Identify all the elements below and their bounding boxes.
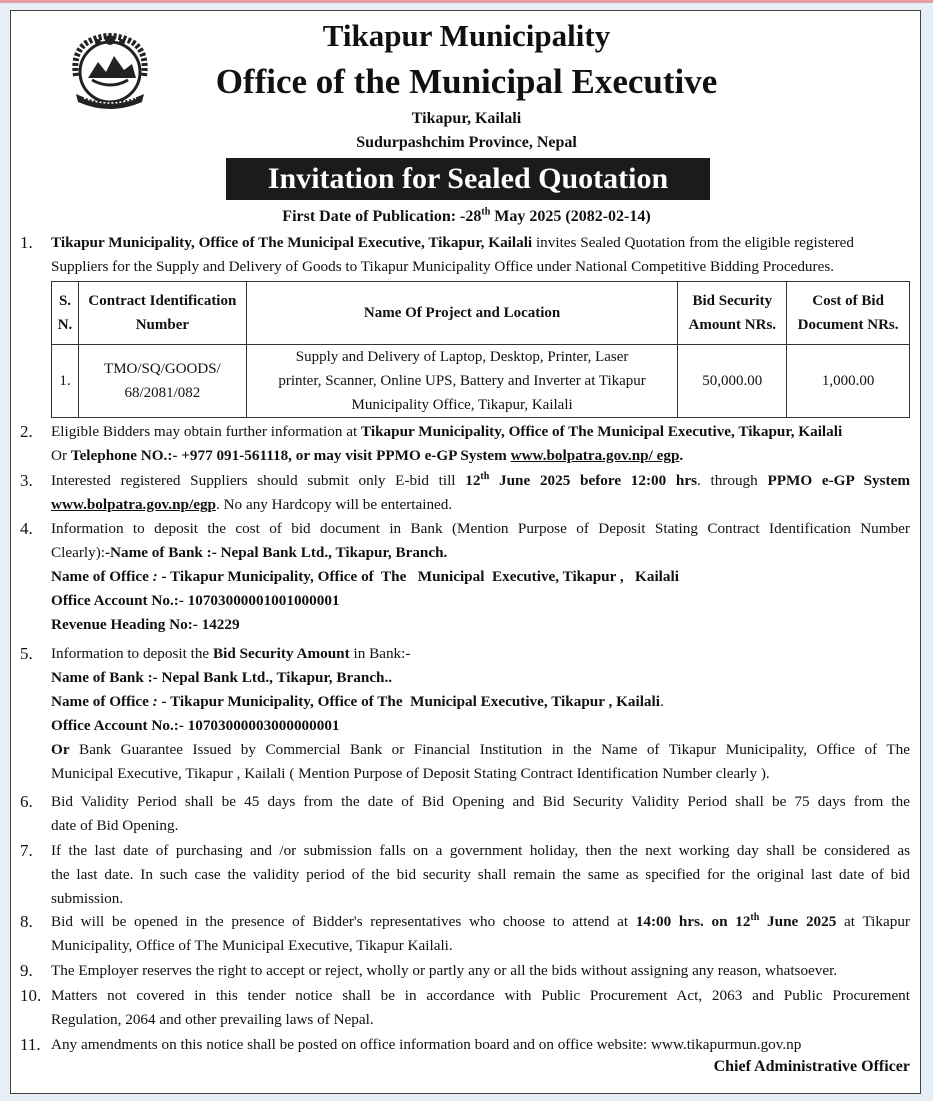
clause-5: 5. Information to deposit the Bid Security Amount in Bank:- Name of Bank :- Nepal Bank Ltd., Tikapur, Branch.. Name of Office : - Tikapur Municipality, Office of The Municipal Executive, Tikapur , Kailali. Office Account No.:- 10703000003000000001 Or Bank Guarantee Issued by Commercial Bank or Financial Institution in the Name of Tikapur Municipality, Office of The Municipal Executive, Tikapur , Kailali ( Mention Purpose of Deposit Stating Contract Identification Number clearly ). bbox=[20, 642, 910, 786]
clause-11: 11. Any amendments on this notice shall be posted on office information board and on office website: www.tikapurmun.gov.np bbox=[20, 1033, 910, 1057]
province-line: Sudurpashchim Province, Nepal bbox=[356, 134, 577, 151]
header-sn: S. N. bbox=[52, 282, 79, 345]
municipality-title: Tikapur Municipality bbox=[322, 18, 611, 53]
publication-date: First Date of Publication: -28th May 2025 (2082-02-14) bbox=[282, 206, 651, 225]
quotation-table bbox=[51, 281, 910, 418]
table-row bbox=[52, 345, 910, 418]
header-doc-cost: Cost of Bid Document NRs. bbox=[787, 282, 910, 345]
clause-6: 6. Bid Validity Period shall be 45 days from the date of Bid Opening and Bid Security Validity Period shall be 75 days from the date of Bid Opening. bbox=[20, 790, 910, 838]
notice-title-banner: Invitation for Sealed Quotation bbox=[226, 158, 710, 200]
location-line: Tikapur, Kailali bbox=[411, 110, 522, 127]
clause-number: 1. bbox=[20, 233, 33, 252]
bolpatra-link[interactable]: www.bolpatra.gov.np/ egp bbox=[510, 447, 680, 464]
clause-7: 7. If the last date of purchasing and /or submission falls on a government holiday, then the next working day shall be considered as the last date. In such case the validity period of the bid security shall remain the same as specified for the original last date of bid submission. bbox=[20, 839, 910, 911]
clause-number: 9. bbox=[20, 961, 33, 980]
cell-contract-id: TMO/SQ/GOODS/ 68/2081/082 bbox=[78, 345, 246, 418]
clause-1: 1. Tikapur Municipality, Office of The Municipal Executive, Tikapur, Kailali invites Sealed Quotation from the eligible registered Suppliers for the Supply and Delivery of Goods to Tikapur Municipality Office under National Competitive Bidding Procedures. bbox=[20, 231, 910, 279]
cell-doc-cost: 1,000.00 bbox=[787, 345, 910, 418]
header-contract-id: Contract Identification Number bbox=[78, 282, 246, 345]
clause-2: 2. Eligible Bidders may obtain further information at Tikapur Municipality, Office of The Municipal Executive, Tikapur, Kailali Or Telephone NO.:- +977 091-561118, or may visit PPMO e-GP System www.bolpatra.gov.np/ egp. bbox=[20, 420, 910, 468]
header-project: Name Of Project and Location bbox=[246, 282, 678, 345]
signature-title: Chief Administrative Officer bbox=[713, 1058, 910, 1075]
clause-3: 3. Interested registered Suppliers should submit only E-bid till 12th June 2025 before 12:00 hrs. through PPMO e-GP System www.bolpatra.gov.np/egp. No any Hardcopy will be entertained. bbox=[20, 469, 910, 517]
clause-number: 3. bbox=[20, 471, 33, 490]
clause-number: 11. bbox=[20, 1035, 41, 1054]
header-bid-security: Bid Security Amount NRs. bbox=[678, 282, 787, 345]
top-border-line bbox=[0, 0, 933, 3]
clause-number: 4. bbox=[20, 519, 33, 538]
clause-number: 2. bbox=[20, 422, 33, 441]
clause-number: 10. bbox=[20, 986, 42, 1005]
office-title: Office of the Municipal Executive bbox=[215, 62, 718, 101]
cell-sn: 1. bbox=[52, 345, 79, 418]
table-header-row bbox=[52, 282, 910, 345]
clause-4: 4. Information to deposit the cost of bid document in Bank (Mention Purpose of Deposit Stating Contract Identification Number Clearly):-Name of Bank :- Nepal Bank Ltd., Tikapur, Branch. Name of Office : - Tikapur Municipality, Office of The Municipal Executive, Tikapur , Kailali Office Account No.:- 10703000001001000001 Revenue Heading No:- 14229 bbox=[20, 517, 910, 637]
bolpatra-egp-link[interactable]: www.bolpatra.gov.np/egp bbox=[51, 496, 216, 513]
clause-number: 5. bbox=[20, 644, 33, 663]
cell-bid-security: 50,000.00 bbox=[678, 345, 787, 418]
cell-project: Supply and Delivery of Laptop, Desktop, Printer, Laser printer, Scanner, Online UPS, Battery and Inverter at Tikapur Municipality Office, Tikapur, Kailali bbox=[246, 345, 678, 418]
clause-number: 7. bbox=[20, 841, 33, 860]
clause-9: 9. The Employer reserves the right to accept or reject, wholly or partly any or all the bids without assigning any reason, whatsoever. bbox=[20, 959, 910, 983]
clause-10: 10. Matters not covered in this tender notice shall be in accordance with Public Procurement Act, 2063 and Public Procurement Regulation, 2064 and other prevailing laws of Nepal. bbox=[20, 984, 910, 1032]
clause-8: 8. Bid will be opened in the presence of Bidder's representatives who choose to attend at 14:00 hrs. on 12th June 2025 at Tikapur Municipality, Office of The Municipal Executive, Tikapur Kailali. bbox=[20, 910, 910, 958]
clause-number: 8. bbox=[20, 912, 33, 931]
clause-number: 6. bbox=[20, 792, 33, 811]
